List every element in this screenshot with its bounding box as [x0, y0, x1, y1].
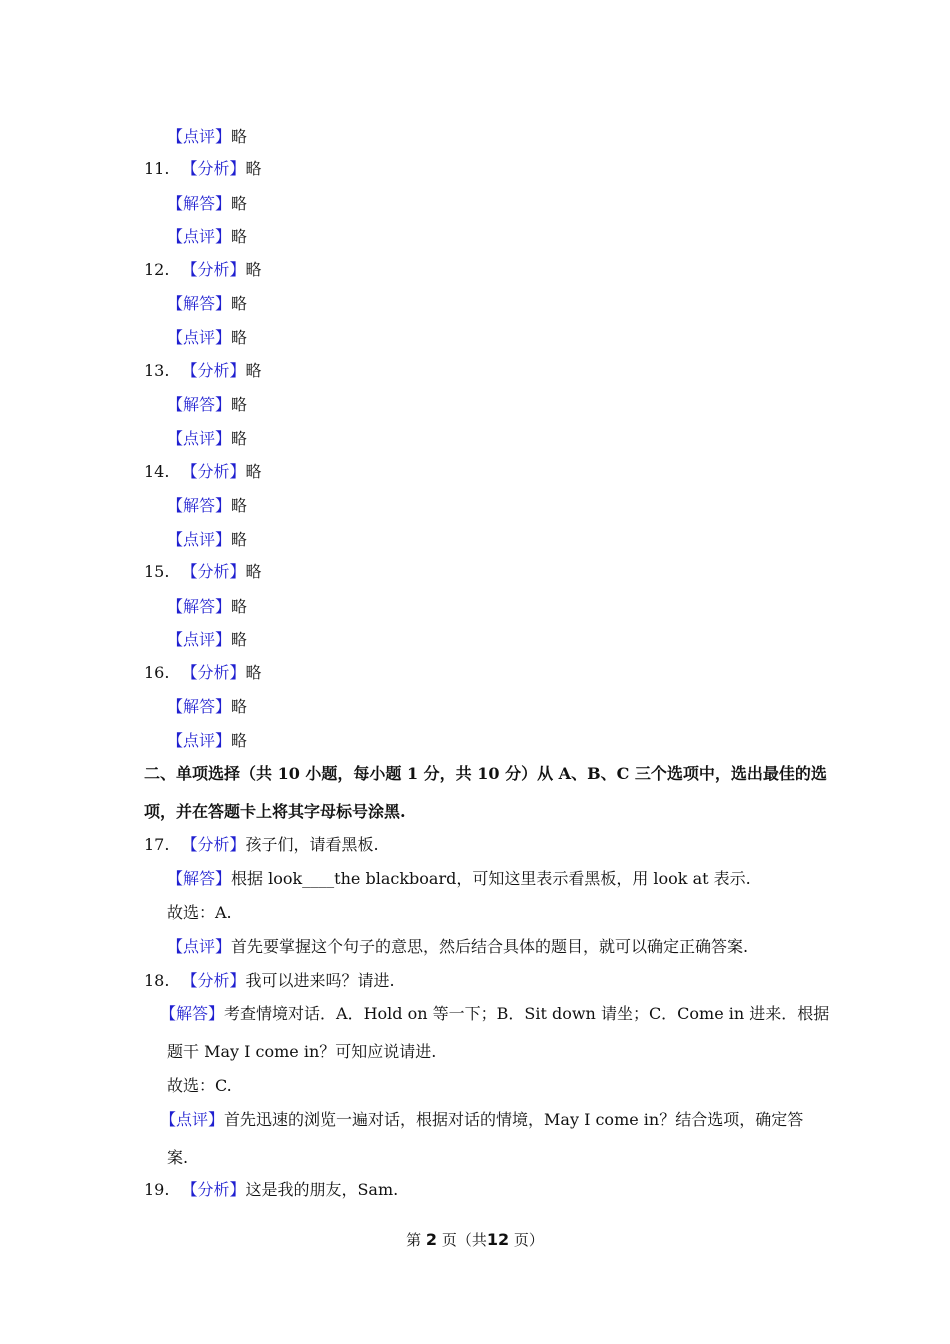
question-18-comment-line-2: 案.	[167, 1148, 189, 1167]
question-16-answer: 【解答】略	[167, 697, 248, 716]
question-17-comment: 【点评】首先要掌握这个句子的意思，然后结合具体的题目，就可以确定正确答案.	[167, 937, 749, 956]
section-2-heading-line-2: 项，并在答题卡上将其字母标号涂黑.	[144, 802, 406, 821]
question-13-analysis: 13. 【分析】略	[144, 361, 262, 380]
question-18-analysis: 18. 【分析】我可以进来吗？请进.	[144, 971, 395, 990]
question-17-analysis: 17. 【分析】孩子们，请看黑板.	[144, 835, 379, 854]
total-page-count: 12	[486, 1230, 510, 1249]
section-2-heading-line-1: 二、单项选择（共 10 小题，每小题 1 分，共 10 分）从 A、B、C 三个选项中，选出最佳的选	[144, 764, 827, 783]
question-15-comment: 【点评】略	[167, 630, 248, 649]
question-16-comment: 【点评】略	[167, 731, 248, 750]
question-12-answer: 【解答】略	[167, 294, 248, 313]
question-11-comment: 【点评】略	[167, 227, 248, 246]
question-18-comment-line-1: 【点评】首先迅速的浏览一遍对话，根据对话的情境，May I come in？结合选项，确定答	[160, 1110, 804, 1129]
question-13-comment: 【点评】略	[167, 429, 248, 448]
question-12-comment: 【点评】略	[167, 328, 248, 347]
question-18-choice: 故选：C.	[167, 1076, 232, 1095]
question-14-answer: 【解答】略	[167, 496, 248, 515]
question-18-answer-line-2: 题干 May I come in？可知应说请进.	[167, 1042, 437, 1061]
question-13-answer: 【解答】略	[167, 395, 248, 414]
current-page-number: 2	[425, 1230, 438, 1249]
question-18-answer-line-1: 【解答】考查情境对话．A．Hold on 等一下；B．Sit down 请坐；C．Come in 进来．根据	[160, 1004, 830, 1023]
question-12-analysis: 12. 【分析】略	[144, 260, 262, 279]
question-16-analysis: 16. 【分析】略	[144, 663, 262, 682]
question-15-answer: 【解答】略	[167, 597, 248, 616]
question-11-answer: 【解答】略	[167, 194, 248, 213]
question-17-choice: 故选：A.	[167, 903, 232, 922]
question-11-analysis: 11. 【分析】略	[144, 159, 262, 178]
question-17-answer: 【解答】根据 look____the blackboard，可知这里表示看黑板，用 look at 表示.	[167, 869, 751, 888]
question-14-comment: 【点评】略	[167, 530, 248, 549]
comment-line: 【点评】略	[167, 127, 248, 146]
question-19-analysis: 19. 【分析】这是我的朋友，Sam.	[144, 1180, 399, 1199]
question-15-analysis: 15. 【分析】略	[144, 562, 262, 581]
question-14-analysis: 14. 【分析】略	[144, 462, 262, 481]
page-footer: 第 2 页（共12 页）	[406, 1230, 544, 1249]
